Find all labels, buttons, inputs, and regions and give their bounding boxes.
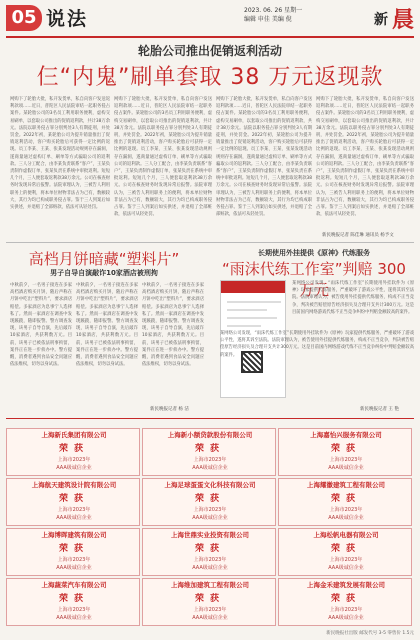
ad-line2: AAA级诚信企业	[328, 515, 364, 521]
ad-line2: AAA级诚信企业	[328, 465, 364, 471]
ad-company-name: 上海蔬菜汽车有限公司	[41, 581, 107, 589]
ad-stamp: 荣获	[194, 544, 225, 554]
ad-company-name: 上海维加建筑工程有限公司	[171, 581, 249, 589]
lead-headline: 仨“内鬼”刷单套取 38 万元返现款	[36, 65, 384, 90]
story3-byline: 新民晚报记者 王 艳	[360, 407, 399, 412]
placeholder-line	[227, 317, 277, 319]
ad-stamp: 荣获	[58, 544, 89, 554]
story2-headline: 高档月饼暗藏“塑料片”	[28, 250, 180, 268]
lead-body-col3: 网购下了轮胎大批，私开发货单，私自向客户发送返利款项……近日，普陀区人民法院审结一起职务侵占案件。某轮胎公司的3名员工利用职务便利，虚构交易刷单，以套取公司推出的促销返利款，共计38万余元。法院以职务侵占罪分别判处3人有期徒刑，并处罚金。2022年初，某轮胎公司为提升销量推出了促销返利活动，客户购买轮胎后可获得一定比例的返现。员工李某、王某、张某发现活动规则存在漏洞，遂商量通过虚构订单、刷单等方式骗取公司的返利款。三人分工配合，由李某负责联系“客户”，王某负责制作虚假订单，张某负责在系统中审批返利。短短几个月，三人便套取返利款38万余元。公司在核查财务时发现异常后报警。法院审理认为，三被告人利用职务上的便利，将本单位财物非法占为己有，数额较大，其行为均已构成职务侵占罪。鉴于三人到案后如实供述，并退赔了全部赃款，依法可从轻处罚。	[216, 97, 312, 218]
ad-stamp: 荣获	[330, 594, 361, 604]
logo-main: 晨	[391, 7, 414, 33]
placeholder-line	[227, 325, 261, 327]
section-divider	[6, 242, 414, 243]
story2-byline: 新民晚报记者 杨 洁	[150, 407, 189, 412]
ad-line2: AAA级诚信企业	[56, 465, 92, 471]
ad-company-name: 上海松帆电器有限公司	[313, 531, 379, 539]
ad-line1: 上海市2023年	[57, 607, 91, 613]
ad-line2: AAA级诚信企业	[328, 565, 364, 571]
lead-body-col1: 网购下了轮胎大批，私开发货单，私自向客户发送返利款项……近日，普陀区人民法院审结一起职务侵占案件。某轮胎公司的3名员工利用职务便利，虚构交易刷单，以套取公司推出的促销返利款，共计38万余元。法院以职务侵占罪分别判处3人有期徒刑，并处罚金。2022年初，某轮胎公司为提升销量推出了促销返利活动，客户购买轮胎后可获得一定比例的返现。员工李某、王某、张某发现活动规则存在漏洞，遂商量通过虚构订单、刷单等方式骗取公司的返利款。三人分工配合，由李某负责联系“客户”，王某负责制作虚假订单，张某负责在系统中审批返利。短短几个月，三人便套取返利款38万余元。公司在核查财务时发现异常后报警。法院审理认为，三被告人利用职务上的便利，将本单位财物非法占为己有，数额较大，其行为均已构成职务侵占罪。鉴于三人到案后如实供述，并退赔了全部赃款，依法可从轻处罚。	[10, 97, 110, 211]
ad-stamp: 荣获	[58, 444, 89, 454]
ad-cell	[6, 528, 140, 576]
story2-kicker: 男子自导自演敲诈10家酒店被刑拘	[50, 269, 158, 277]
ad-company-name: 上海金禾建筑发展有限公司	[307, 581, 385, 589]
ad-line2: AAA级诚信企业	[328, 615, 364, 621]
story3-headline: “雨沫代练工作室”判赔 300 万元	[222, 260, 406, 299]
ad-line1: 上海市2023年	[329, 557, 363, 563]
ad-stamp: 荣获	[58, 594, 89, 604]
ad-stamp: 荣获	[330, 494, 361, 504]
date-text: 2023. 06. 26 星期一	[244, 7, 303, 14]
ad-company-name: 上海耀徽建筑工程有限公司	[307, 481, 385, 489]
placeholder-line	[227, 301, 281, 303]
ad-cell	[278, 528, 412, 576]
placeholder-line	[227, 309, 267, 311]
ad-company-name: 上海航天建筑设计院有限公司	[31, 481, 117, 489]
ad-stamp: 荣获	[330, 444, 361, 454]
newspaper-logo	[340, 3, 414, 33]
story2-body-col2: 中秋前夕，一名男子接连在多家高档酒店购买月饼，随后声称在月饼中吃出“塑料片”，要求酒店赔偿。多家酒店为息事宁人选择私了。然而一家酒店在调查中发现蹊跷，随即报警。警方调查发现，该男子自导自演，先后敲诈10家酒店，共获利数万元。目前，该男子已被依法刑事拘留，案件正在进一步侦办中。警方提醒，消费者遇到食品安全问题应依法维权，切勿以身试法。	[76, 283, 138, 368]
ad-cell	[278, 428, 412, 476]
ad-stamp: 荣获	[194, 444, 225, 454]
lead-byline: 新民晚报记者 陈佳琳 通讯员 杨予文	[322, 233, 394, 238]
ad-cell	[142, 528, 276, 576]
story2-body-col1: 中秋前夕，一名男子接连在多家高档酒店购买月饼，随后声称在月饼中吃出“塑料片”，要求酒店赔偿。多家酒店为息事宁人选择私了。然而一家酒店在调查中发现蹊跷，随即报警。警方调查发现，该男子自导自演，先后敲诈10家酒店，共获利数万元。目前，该男子已被依法刑事拘留，案件正在进一步侦办中。警方提醒，消费者遇到食品安全问题应依法维权，切勿以身试法。	[10, 283, 72, 368]
ad-stamp: 荣获	[330, 544, 361, 554]
ad-cell	[142, 578, 276, 626]
ad-cell	[6, 578, 140, 626]
lead-body-col2: 网购下了轮胎大批，私开发货单，私自向客户发送返利款项……近日，普陀区人民法院审结一起职务侵占案件。某轮胎公司的3名员工利用职务便利，虚构交易刷单，以套取公司推出的促销返利款，共计38万余元。法院以职务侵占罪分别判处3人有期徒刑，并处罚金。2022年初，某轮胎公司为提升销量推出了促销返利活动，客户购买轮胎后可获得一定比例的返现。员工李某、王某、张某发现活动规则存在漏洞，遂商量通过虚构订单、刷单等方式骗取公司的返利款。三人分工配合，由李某负责联系“客户”，王某负责制作虚假订单，张某负责在系统中审批返利。短短几个月，三人便套取返利款38万余元。公司在核查财务时发现异常后报警。法院审理认为，三被告人利用职务上的便利，将本单位财物非法占为己有，数额较大，其行为均已构成职务侵占罪。鉴于三人到案后如实供述，并退赔了全部赃款，依法可从轻处罚。	[114, 97, 212, 218]
ad-line1: 上海市2023年	[193, 457, 227, 463]
ad-line1: 上海市2023年	[193, 507, 227, 513]
ad-cell	[278, 578, 412, 626]
ad-line2: AAA级诚信企业	[56, 515, 92, 521]
ad-line1: 上海市2023年	[329, 607, 363, 613]
ad-stamp: 荣获	[58, 494, 89, 504]
ad-cell	[6, 428, 140, 476]
ad-line2: AAA级诚信企业	[56, 565, 92, 571]
lead-kicker: 轮胎公司推出促销返利活动	[137, 44, 282, 58]
ad-company-name: 上海足球蛋蛋文化科技有限公司	[164, 481, 256, 489]
ad-cell	[142, 478, 276, 526]
ad-company-name: 上海新氏集团有限公司	[41, 431, 107, 439]
footer-text: 新民晚报社出版 邮发代号 3-5 零售价 1.5元	[326, 631, 414, 636]
ad-company-name: 上海新小额贷款股份有限公司	[167, 431, 253, 439]
dateline	[244, 6, 302, 24]
ad-line1: 上海市2023年	[57, 557, 91, 563]
ad-line2: AAA级诚信企业	[192, 615, 228, 621]
screenshot-header-bar	[221, 281, 285, 293]
ad-cell	[142, 428, 276, 476]
story3-body-top: 某网络公司发现，“雨沫代练工作室”长期使用外挂软件为《原神》玩家提供代练服务，严重破坏了游戏公平性，遂将其诉至法院。法院审理认为，被告使用外挂提供代练服务，构成不正当竞争，判决被告赔偿原告经济损失及合理开支共计300万元。这是目前国内网络游戏代练不正当竞争纠纷中判赔金额较高的案件。	[292, 281, 414, 315]
ad-cell	[6, 478, 140, 526]
logo-sub: 新	[374, 12, 388, 28]
ad-cell	[278, 478, 412, 526]
ad-line2: AAA级诚信企业	[192, 515, 228, 521]
ad-line1: 上海市2023年	[57, 457, 91, 463]
lead-body-col4: 网购下了轮胎大批，私开发货单，私自向客户发送返利款项……近日，普陀区人民法院审结一起职务侵占案件。某轮胎公司的3名员工利用职务便利，虚构交易刷单，以套取公司推出的促销返利款，共计38万余元。法院以职务侵占罪分别判处3人有期徒刑，并处罚金。2022年初，某轮胎公司为提升销量推出了促销返利活动，客户购买轮胎后可获得一定比例的返现。员工李某、王某、张某发现活动规则存在漏洞，遂商量通过虚构订单、刷单等方式骗取公司的返利款。三人分工配合，由李某负责联系“客户”，王某负责制作虚假订单，张某负责在系统中审批返利。短短几个月，三人便套取返利款38万余元。公司在核查财务时发现异常后报警。法院审理认为，三被告人利用职务上的便利，将本单位财物非法占为己有，数额较大，其行为均已构成职务侵占罪。鉴于三人到案后如实供述，并退赔了全部赃款，依法可从轻处罚。	[316, 97, 414, 218]
section-title: 说法	[46, 8, 89, 30]
ad-line2: AAA级诚信企业	[56, 615, 92, 621]
ad-divider	[6, 418, 414, 419]
masthead	[0, 0, 420, 40]
ad-line1: 上海市2023年	[329, 507, 363, 513]
ad-line1: 上海市2023年	[57, 507, 91, 513]
ad-line1: 上海市2023年	[329, 457, 363, 463]
editor-text: 编辑 申佳 美编 倪	[244, 16, 292, 23]
story2-body-col3: 中秋前夕，一名男子接连在多家高档酒店购买月饼，随后声称在月饼中吃出“塑料片”，要求酒店赔偿。多家酒店为息事宁人选择私了。然而一家酒店在调查中发现蹊跷，随即报警。警方调查发现，该男子自导自演，先后敲诈10家酒店，共获利数万元。目前，该男子已被依法刑事拘留，案件正在进一步侦办中。警方提醒，消费者遇到食品安全问题应依法维权，切勿以身试法。	[142, 283, 204, 368]
ad-company-name: 上海博晖建筑有限公司	[41, 531, 107, 539]
ad-stamp: 荣获	[194, 594, 225, 604]
story3-body-bottom: 某网络公司发现，“雨沫代练工作室”长期使用外挂软件为《原神》玩家提供代练服务，严重破坏了游戏公平性，遂将其诉至法院。法院审理认为，被告使用外挂提供代练服务，构成不正当竞争，判决被告赔偿原告经济损失及合理开支共计300万元。这是目前国内网络游戏代练不正当竞争纠纷中判赔金额较高的案件。	[220, 331, 414, 358]
ad-company-name: 上海世鼎实业投资有限公司	[171, 531, 249, 539]
story3-kicker: 长期使用外挂提供《原神》代练服务	[258, 249, 370, 257]
header-rule	[6, 36, 414, 38]
ad-line1: 上海市2023年	[193, 607, 227, 613]
page-number: 05	[6, 5, 42, 31]
ad-stamp: 荣获	[194, 494, 225, 504]
ad-line2: AAA级诚信企业	[192, 565, 228, 571]
ad-grid	[6, 428, 414, 628]
ad-line1: 上海市2023年	[193, 557, 227, 563]
ad-company-name: 上海嘉怡兴服务有限公司	[310, 431, 382, 439]
ad-line2: AAA级诚信企业	[192, 465, 228, 471]
